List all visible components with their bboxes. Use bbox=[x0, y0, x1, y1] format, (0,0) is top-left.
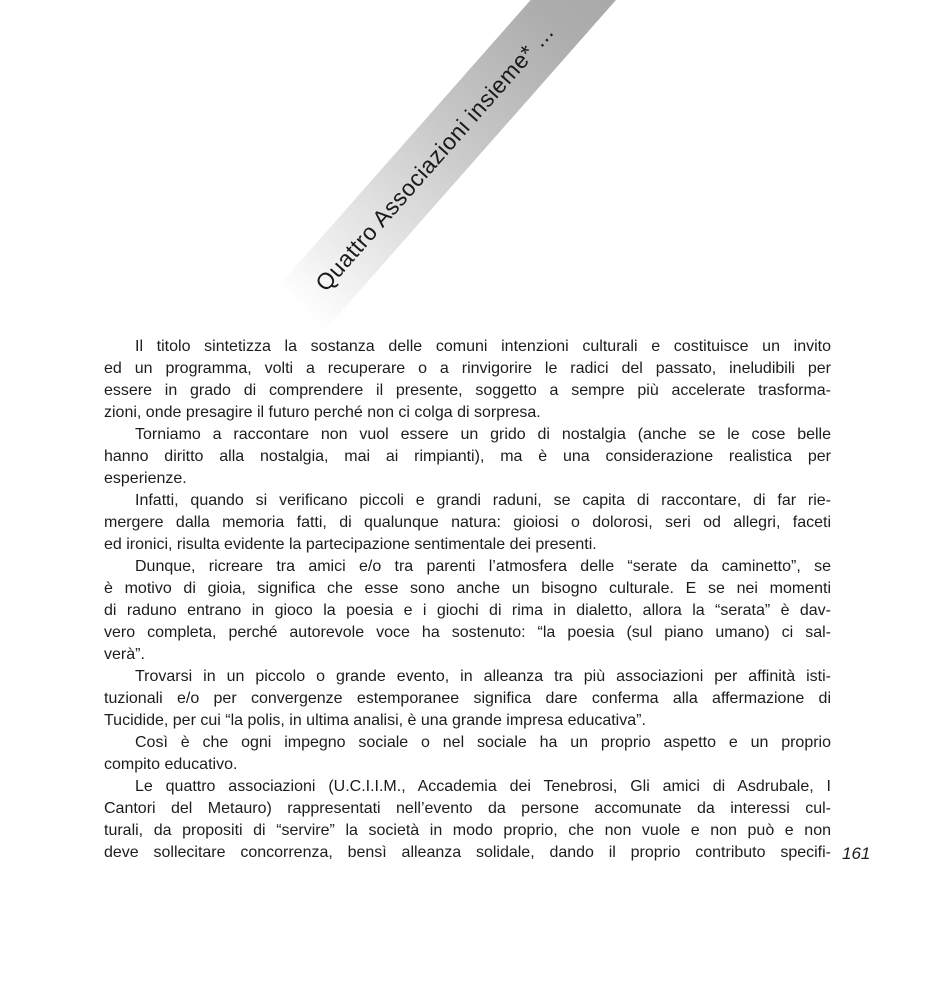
paragraph bbox=[104, 776, 831, 864]
paragraph-line: compito educativo. bbox=[104, 756, 238, 773]
paragraph-line: Trovarsi in un piccolo o grande evento, in alleanza tra più associazioni per affinità isti- bbox=[135, 668, 831, 685]
body-text bbox=[104, 336, 831, 864]
page-title: Quattro Associazioni insieme* ... bbox=[309, 18, 559, 296]
page-number: 161 bbox=[842, 844, 871, 863]
paragraph-line: ed ironici, risulta evidente la partecipazione sentimentale dei presenti. bbox=[104, 536, 597, 553]
paragraph-line: tuzionali e/o per convergenze estemporanee significa dare conferma alla affermazione di bbox=[104, 690, 831, 707]
paragraph-line: Dunque, ricreare tra amici e/o tra parenti l’atmosfera delle “serate da caminetto”, se bbox=[135, 558, 831, 575]
paragraph bbox=[104, 336, 831, 424]
paragraph bbox=[104, 490, 831, 556]
paragraph bbox=[104, 732, 831, 776]
paragraph-line: essere in grado di comprendere il presente, soggetto a sempre più accelerate trasforma- bbox=[104, 382, 831, 399]
paragraph-line: è motivo di gioia, significa che esse sono anche un bisogno culturale. E se nei momenti bbox=[104, 580, 831, 597]
paragraph-line: di raduno entrano in gioco la poesia e i giochi di rima in dialetto, allora la “serata” è dav- bbox=[104, 602, 831, 619]
paragraph-line: ed un programma, volti a recuperare o a rinvigorire le radici del passato, ineludibili per bbox=[104, 360, 831, 377]
paragraph-line: esperienze. bbox=[104, 470, 187, 487]
paragraph-line: Tucidide, per cui “la polis, in ultima analisi, è una grande impresa educativa”. bbox=[104, 712, 646, 729]
paragraph bbox=[104, 424, 831, 490]
paragraph-line: Infatti, quando si verificano piccoli e grandi raduni, se capita di raccontare, di far rie- bbox=[135, 492, 831, 509]
paragraph-line: Le quattro associazioni (U.C.I.I.M., Accademia dei Tenebrosi, Gli amici di Asdrubale, I bbox=[135, 778, 831, 795]
paragraph-line: Il titolo sintetizza la sostanza delle comuni intenzioni culturali e costituisce un invito bbox=[135, 338, 831, 355]
paragraph-line: verà”. bbox=[104, 646, 145, 663]
paragraph-line: Così è che ogni impegno sociale o nel sociale ha un proprio aspetto e un proprio bbox=[135, 734, 831, 751]
paragraph bbox=[104, 666, 831, 732]
paragraph-line: zioni, onde presagire il futuro perché non ci colga di sorpresa. bbox=[104, 404, 541, 421]
diagonal-title-banner bbox=[276, 0, 661, 331]
paragraph-line: mergere dalla memoria fatti, di qualunque natura: gioiosi o dolorosi, seri od allegri, faceti bbox=[104, 514, 831, 531]
paragraph-line: turali, da propositi di “servire” la società in modo proprio, che non vuole e non può e non bbox=[104, 822, 831, 839]
paragraph-line: Cantori del Metauro) rappresentati nell’evento da persone accomunate da interessi cul- bbox=[104, 800, 831, 817]
paragraph-line: deve sollecitare concorrenza, bensì alleanza solidale, dando il proprio contributo specifi- bbox=[104, 844, 831, 861]
paragraph bbox=[104, 556, 831, 666]
paragraph-line: vero completa, perché autorevole voce ha sostenuto: “la poesia (sul piano umano) ci sal- bbox=[104, 624, 831, 641]
paragraph-line: Torniamo a raccontare non vuol essere un grido di nostalgia (anche se le cose belle bbox=[135, 426, 831, 443]
paragraph-line: hanno diritto alla nostalgia, mai ai rimpianti), ma è una considerazione realistica per bbox=[104, 448, 831, 465]
